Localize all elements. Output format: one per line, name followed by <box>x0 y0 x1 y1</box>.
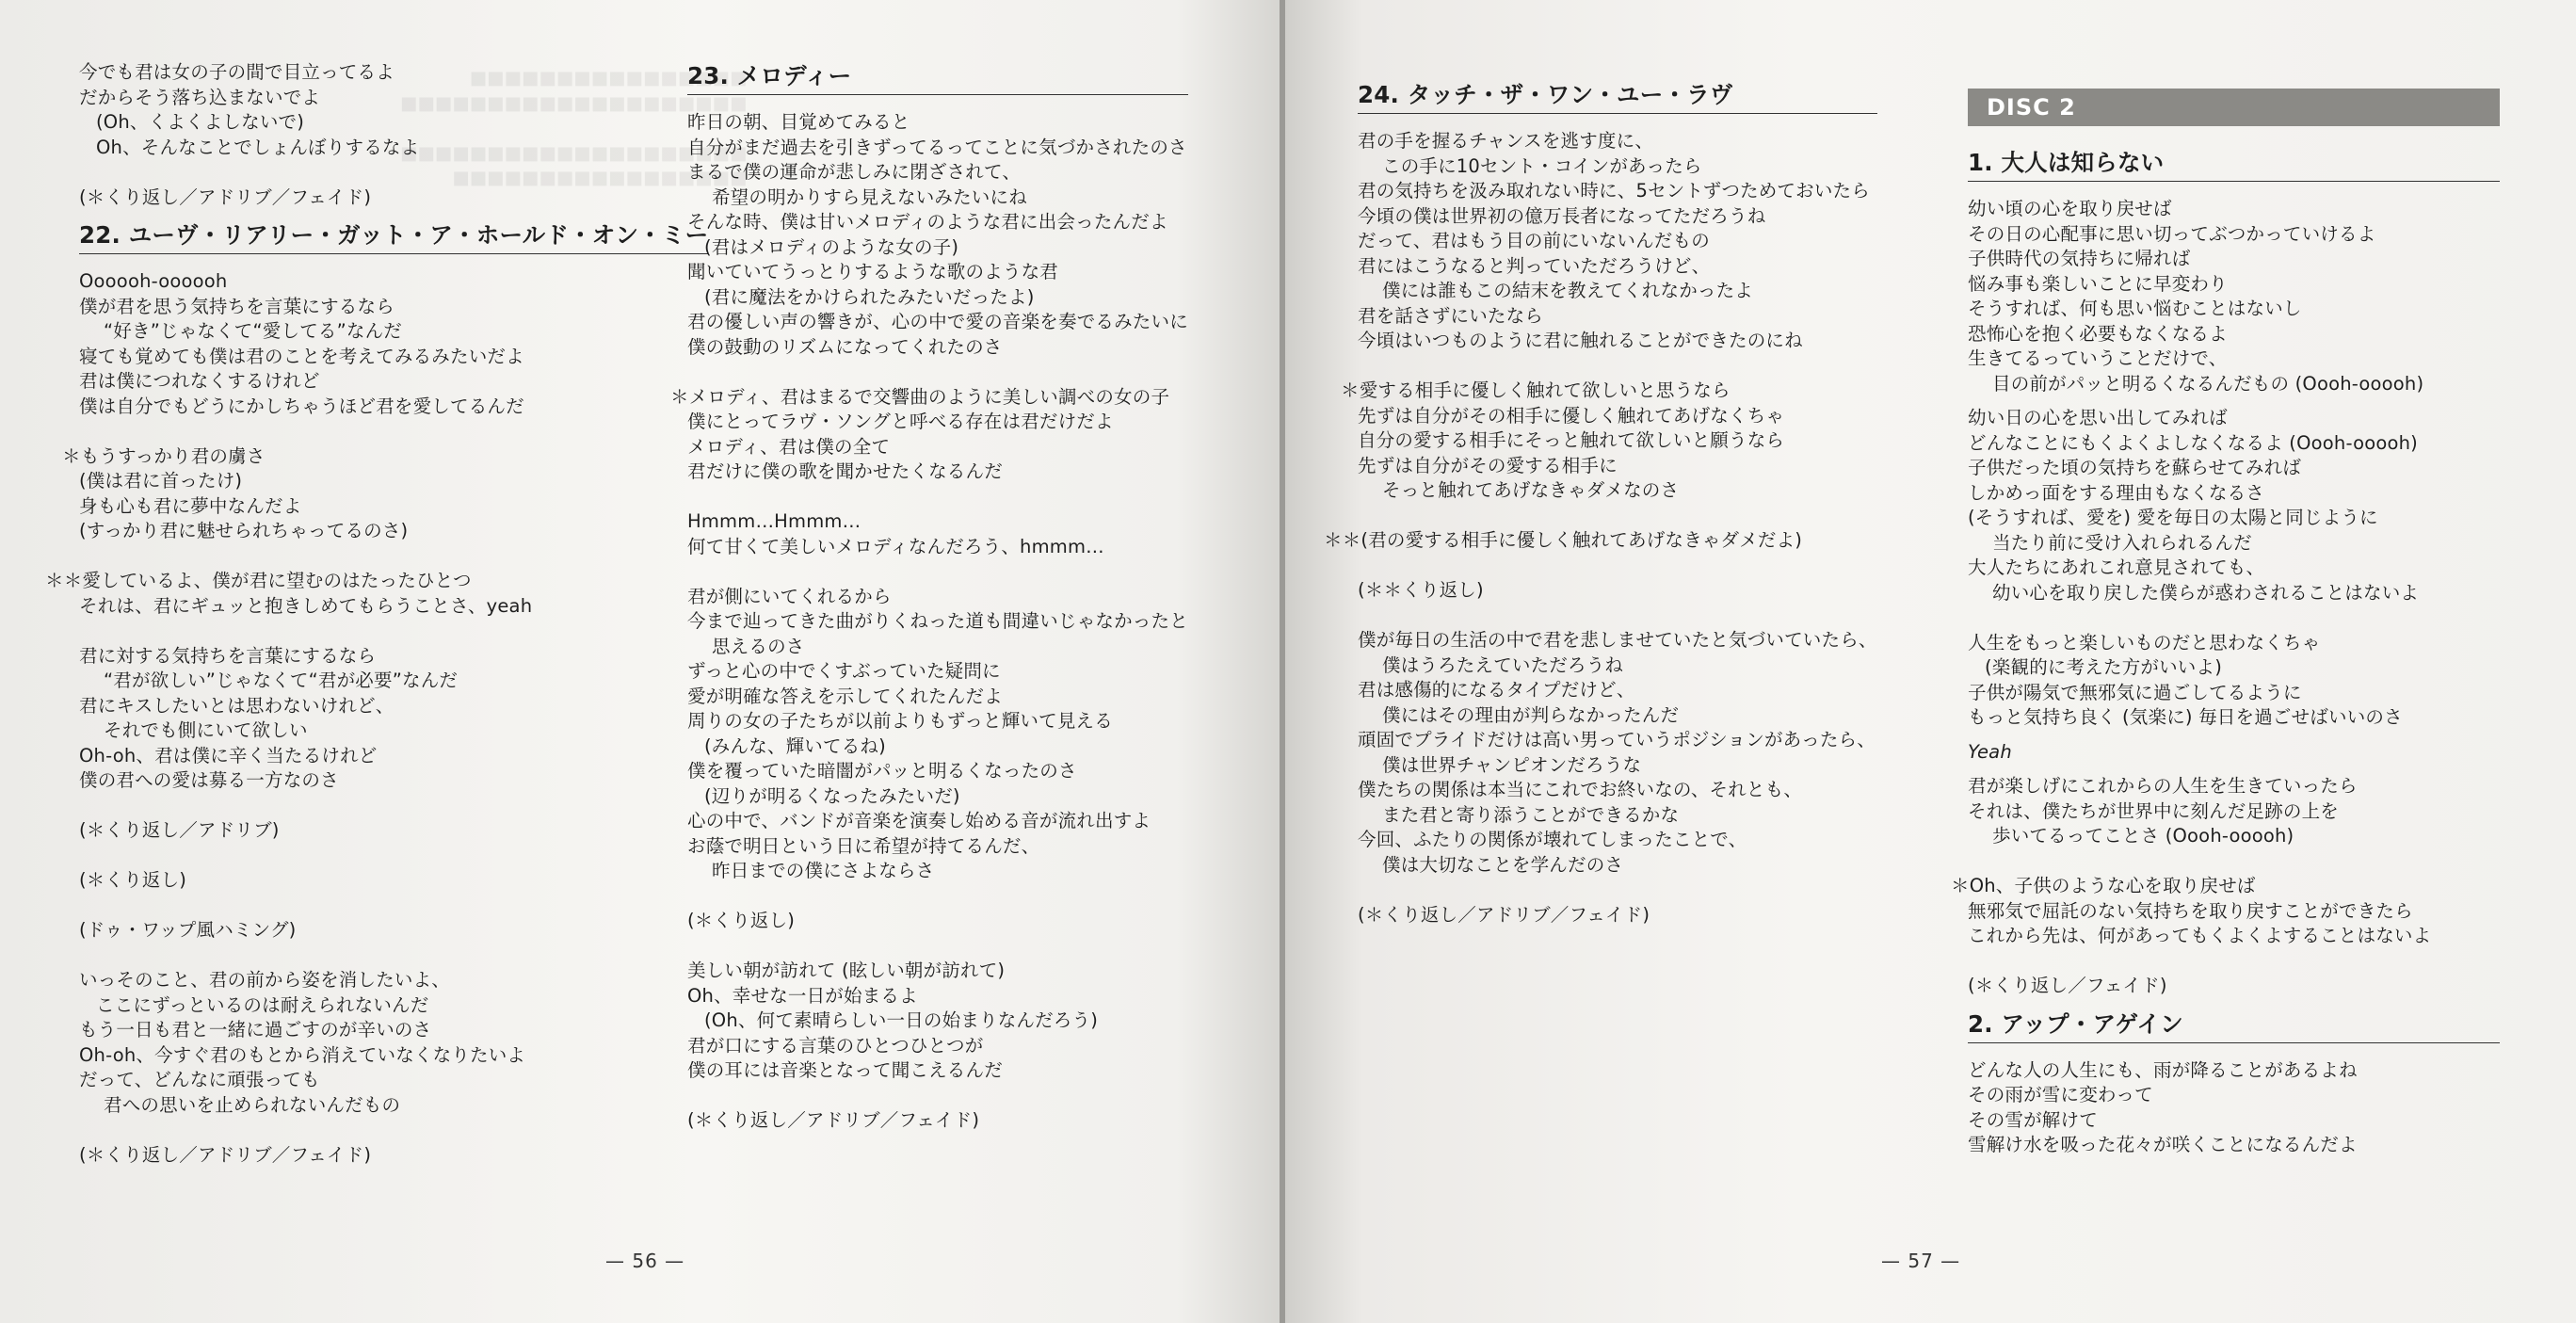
lyric-line: そっと触れてあげなきゃダメなのさ <box>1382 479 1680 501</box>
lyric-line: 人生をもっと楽しいものだと思わなくちゃ <box>1968 631 2321 653</box>
lyric-line: 歩いてるってことさ (Oooh-ooooh) <box>1992 825 2294 847</box>
lyric-line: 君にはこうなると判っていただろうけど、 <box>1358 254 1711 277</box>
lyric-line: 思えるのさ <box>712 635 805 657</box>
disc2-song-2-title: 2. アップ・アゲイン <box>1968 1008 2500 1043</box>
left-page <box>0 0 1280 1323</box>
lyric-line: 子供時代の気持ちに帰れば <box>1968 248 2191 269</box>
lyric-line: Oh、そんなことでしょんぼりするなよ <box>96 136 420 158</box>
lyric-line: 雪解け水を吸った花々が咲くことになるんだよ <box>1968 1134 2358 1155</box>
right-column-1 <box>1324 79 1877 928</box>
lyric-line: 自分がまだ過去を引きずってるってことに気づかされたのさ <box>687 136 1187 158</box>
lyric-line: ＊＊愛しているよ、僕が君に望むのはたったひとつ <box>45 570 472 591</box>
lyric-line: 身も心も君に夢中なんだよ <box>79 494 302 517</box>
lyric-line: 子供だった頃の気持ちを蘇らせてみれば <box>1968 457 2302 478</box>
lyric-line: だからそう落ち込まないでよ <box>79 86 321 108</box>
bleed-through-text: ■■■■■■■■■■■■■■■■ ■■■■■■■■■■■■■■■■■■■■ ■■■■■■■■■■■■■■■■■■■■ ■■■■■■■■■■■■■■■■■ <box>400 67 748 188</box>
lyric-line: まるで僕の運命が悲しみに閉ざされて、 <box>687 161 1022 183</box>
repeat-note: (＊くり返し／アドリブ／フェイド) <box>79 1143 372 1166</box>
lyric-line: その日の心配事に思い切ってぶつかっていけるよ <box>1968 222 2376 245</box>
lyric-line: 僕の君への愛は募る一方なのさ <box>79 769 339 791</box>
lyric-line: “君が欲しい”じゃなくて“君が必要”なんだ <box>104 670 459 691</box>
lyric-line: 君にキスしたいとは思わないけれど、 <box>79 694 394 717</box>
disc-2-banner: DISC 2 <box>1968 89 2500 126</box>
lyric-line: 生きてるっていうことだけで、 <box>1968 347 2228 369</box>
lyric-line: 周りの女の子たちが以前よりもずっと輝いて見える <box>687 710 1113 732</box>
right-page <box>1285 0 2576 1323</box>
lyric-line: 僕の鼓動のリズムになってくれたのさ <box>687 335 1003 358</box>
lyric-line: Yeah <box>1968 740 2012 763</box>
lyric-line: もっと気持ち良く (気楽に) 毎日を過ごせばいいのさ <box>1968 706 2403 728</box>
lyric-line: 僕にとってラヴ・ソングと呼べる存在は君だけだよ <box>687 411 1114 432</box>
lyric-line: 君が口にする言葉のひとつひとつが <box>687 1034 984 1057</box>
lyric-line: 僕は世界チャンピオンだろうな <box>1382 753 1642 776</box>
lyric-line: ＊愛する相手に優しく触れて欲しいと思うなら <box>1341 379 1731 401</box>
lyric-line: 今頃はいつものように君に触れることができたのにね <box>1358 330 1803 351</box>
lyric-line: 寝ても覚めても僕は君のことを考えてみるみたいだよ <box>79 345 524 367</box>
page-number-56: — 56 — <box>605 1250 685 1272</box>
lyric-line: 僕が君を思う気持ちを言葉にするなら <box>79 295 394 317</box>
lyric-line: その雪が解けて <box>1968 1108 2098 1131</box>
lyric-line: 君を話さずにいたなら <box>1358 304 1544 327</box>
repeat-note: (ドゥ・ワップ風ハミング) <box>79 919 297 941</box>
lyric-line: 悩み事も楽しいことに早変わり <box>1968 272 2228 295</box>
lyric-line: また君と寄り添うことができるかな <box>1382 803 1680 826</box>
lyric-line: (みんな、輝いてるね) <box>704 734 886 757</box>
lyric-line: 当たり前に受け入れられるんだ <box>1992 531 2252 554</box>
lyric-line: (すっかり君に魅せられちゃってるのさ) <box>79 520 409 541</box>
repeat-note: (＊くり返し) <box>79 869 187 891</box>
lyric-line: ＊もうすっかり君の虜さ <box>62 444 266 467</box>
lyric-line: Oh、幸せな一日が始まるよ <box>687 984 918 1007</box>
lyric-line: それでも側にいて欲しい <box>104 719 308 741</box>
lyric-line: 君に対する気持ちを言葉にするなら <box>79 644 377 667</box>
lyric-line: (Oh、くよくよしないで) <box>96 111 305 133</box>
lyric-line: ＊＊(君の愛する相手に優しく触れてあげなきゃダメだよ) <box>1324 529 1803 551</box>
lyric-line: その雨が雪に変わって <box>1968 1084 2153 1105</box>
repeat-note: (＊くり返し／アドリブ／フェイド) <box>79 186 372 208</box>
lyric-line: ずっと心の中でくすぶっていた疑問に <box>687 660 1001 682</box>
lyric-line: (楽観的に考えた方がいいよ) <box>1985 656 2223 678</box>
right-column-2 <box>1951 89 2500 1158</box>
lyric-line: 今でも君は女の子の間で目立ってるよ <box>79 61 394 83</box>
lyric-line: 幼い頃の心を取り戻せば <box>1968 198 2172 219</box>
lyric-line: 目の前がパッと明るくなるんだもの (Oooh-ooooh) <box>1992 372 2424 395</box>
lyric-line: 君は感傷的になるタイプだけど、 <box>1358 679 1635 701</box>
left-column-1 <box>45 60 709 1168</box>
lyric-line: ＊Oh、子供のような心を取り戻せば <box>1951 875 2256 896</box>
lyric-line: 先ずは自分がその愛する相手に <box>1358 454 1618 476</box>
lyric-line: 君の手を握るチャンスを逃す度に、 <box>1358 130 1654 152</box>
repeat-note: (＊くり返し／アドリブ／フェイド) <box>1358 903 1650 926</box>
lyric-line: (僕は君に首ったけ) <box>79 470 243 492</box>
lyric-line: 心の中で、バンドが音楽を演奏し始める音が流れ出すよ <box>687 810 1151 831</box>
lyric-line: 幼い日の心を思い出してみれば <box>1968 407 2228 428</box>
lyric-line: この手に10セント・コインがあったら <box>1382 154 1702 177</box>
lyric-line: 昨日の朝、目覚めてみると <box>687 111 910 133</box>
lyric-line: 僕は自分でもどうにかしちゃうほど君を愛してるんだ <box>79 395 524 417</box>
lyric-line: お蔭で明日という日に希望が持てるんだ、 <box>687 834 1040 857</box>
lyric-line: 大人たちにあれこれ意見されても、 <box>1968 557 2265 578</box>
lyric-line: 君への思いを止められないんだもの <box>104 1093 401 1116</box>
lyric-line: だって、どんなに頑張っても <box>79 1069 320 1090</box>
lyric-line: それは、僕たちが世界中に刻んだ足跡の上を <box>1968 799 2340 822</box>
lyric-line: メロディ、君は僕の全て <box>687 435 891 458</box>
lyric-line: ＊メロディ、君はまるで交響曲のように美しい調べの女の子 <box>670 385 1170 408</box>
lyric-line: 頑固でプライドだけは高い男っていうポジションがあったら、 <box>1358 729 1876 750</box>
lyric-line: 聞いていてうっとりするような歌のような君 <box>687 261 1059 282</box>
lyric-line: もう一日も君と一緒に過ごすのが辛いのさ <box>79 1019 432 1041</box>
lyric-line: 僕の耳には音楽となって聞こえるんだ <box>687 1059 1003 1081</box>
lyric-line: 恐怖心を抱く必要もなくなるよ <box>1968 322 2228 345</box>
lyric-line: 君は僕につれなくするけれど <box>79 370 320 392</box>
page-number-57: — 57 — <box>1881 1250 1961 1272</box>
lyric-line: 僕には誰もこの結末を教えてくれなかったよ <box>1382 280 1754 301</box>
lyric-line: 君が楽しげにこれからの人生を生きていったら <box>1968 775 2358 797</box>
lyric-line: 愛が明確な答えを示してくれたんだよ <box>687 685 1003 707</box>
lyric-line: Hmmm…Hmmm… <box>687 510 861 532</box>
lyric-line: 幼い心を取り戻した僕らが惑わされることはないよ <box>1992 581 2420 604</box>
lyric-line: だって、君はもう目の前にいないんだもの <box>1358 230 1710 251</box>
lyric-line: 今まで辿ってきた曲がりくねった道も間違いじゃなかったと <box>687 610 1188 632</box>
lyric-line: 希望の明かりすら見えないみたいにね <box>712 186 1027 208</box>
lyric-line: ここにずっといるのは耐えられないんだ <box>96 993 429 1016</box>
lyric-line: 君だけに僕の歌を聞かせたくなるんだ <box>687 460 1003 482</box>
lyric-line: 今回、ふたりの関係が壊れてしまったことで、 <box>1358 829 1747 850</box>
repeat-note: (＊＊くり返し) <box>1358 579 1484 601</box>
lyric-line: これから先は、何があってもくよくよすることはないよ <box>1968 925 2432 946</box>
lyric-line: 僕にはその理由が判らなかったんだ <box>1382 703 1680 726</box>
repeat-note: (＊くり返し／アドリブ) <box>79 819 280 841</box>
lyric-line: (君に魔法をかけられたみたいだったよ) <box>704 285 1035 308</box>
lyric-line: (辺りが明るくなったみたいだ) <box>704 784 960 807</box>
song-24-title: 24. タッチ・ザ・ワン・ユー・ラヴ <box>1358 79 1877 114</box>
lyric-line: 自分の愛する相手にそっと触れて欲しいと願うなら <box>1358 429 1785 451</box>
lyric-line: 僕たちの関係は本当にこれでお終いなの、それとも、 <box>1358 779 1803 800</box>
lyric-line: どんな人の人生にも、雨が降ることがあるよね <box>1968 1058 2358 1081</box>
repeat-note: (＊くり返し／アドリブ／フェイド) <box>687 1109 980 1131</box>
lyric-line: (Oh、何て素晴らしい一日の始まりなんだろう) <box>704 1009 1099 1031</box>
lyric-line: どんなことにもくよくよしなくなるよ (Oooh-ooooh) <box>1968 431 2418 454</box>
song-23-title: 23. メロディー <box>687 60 1188 95</box>
repeat-note: (＊くり返し／フェイド) <box>1968 975 2167 996</box>
lyric-line: そんな時、僕は甘いメロディのような君に出会ったんだよ <box>687 211 1168 233</box>
lyric-line: 僕が毎日の生活の中で君を悲しませていたと気づいていたら、 <box>1358 629 1877 651</box>
lyric-line: 君が側にいてくれるから <box>687 585 892 607</box>
lyric-line: 僕は大切なことを学んだのさ <box>1382 853 1624 876</box>
lyric-line: そうすれば、何も思い悩むことはないし <box>1968 298 2302 319</box>
lyric-line: 君の気持ちを汲み取れない時に、5セントずつためておいたら <box>1358 180 1870 202</box>
repeat-note: (＊くり返し) <box>687 910 796 931</box>
disc2-song-1-title: 1. 大人は知らない <box>1968 147 2500 182</box>
left-column-2 <box>670 60 1188 1134</box>
lyric-line: しかめっ面をする理由もなくなるさ <box>1968 481 2265 504</box>
lyric-line: (君はメロディのような女の子) <box>704 235 959 258</box>
lyric-line: 昨日までの僕にさよならさ <box>712 860 935 881</box>
lyric-line: Oh-oh、君は僕に辛く当たるけれど <box>79 744 378 766</box>
lyric-line: 今頃の僕は世界初の億万長者になってただろうね <box>1358 204 1766 227</box>
lyric-line: Oh-oh、今すぐ君のもとから消えていなくなりたいよ <box>79 1043 526 1066</box>
lyric-line: “好き”じゃなくて“愛してる”なんだ <box>104 320 403 342</box>
lyric-line: 僕はうろたえていただろうね <box>1382 653 1624 676</box>
lyric-line: 先ずは自分がその相手に優しく触れてあげなくちゃ <box>1358 404 1785 427</box>
lyric-line: 美しい朝が訪れて (眩しい朝が訪れて) <box>687 960 1006 981</box>
lyric-line: 僕を覆っていた暗闇がパッと明るくなったのさ <box>687 760 1077 782</box>
lyric-line: (そうすれば、愛を) 愛を毎日の太陽と同じように <box>1968 507 2378 528</box>
song-22-title: 22. ユーヴ・リアリー・ガット・ア・ホールド・オン・ミー <box>79 219 708 254</box>
lyric-line: Oooooh-oooooh <box>79 270 228 292</box>
lyric-line: 子供が陽気で無邪気に過ごしてるように <box>1968 681 2302 703</box>
lyric-line: 無邪気で屈託のない気持ちを取り戻すことができたら <box>1968 899 2413 922</box>
lyric-line: いっそのこと、君の前から姿を消したいよ、 <box>79 969 451 991</box>
lyric-line: それは、君にギュッと抱きしめてもらうことさ、yeah <box>79 594 533 617</box>
lyric-line: 君の優しい声の響きが、心の中で愛の音楽を奏でるみたいに <box>687 311 1188 332</box>
lyric-line: 何て甘くて美しいメロディなんだろう、hmmm… <box>687 535 1104 557</box>
